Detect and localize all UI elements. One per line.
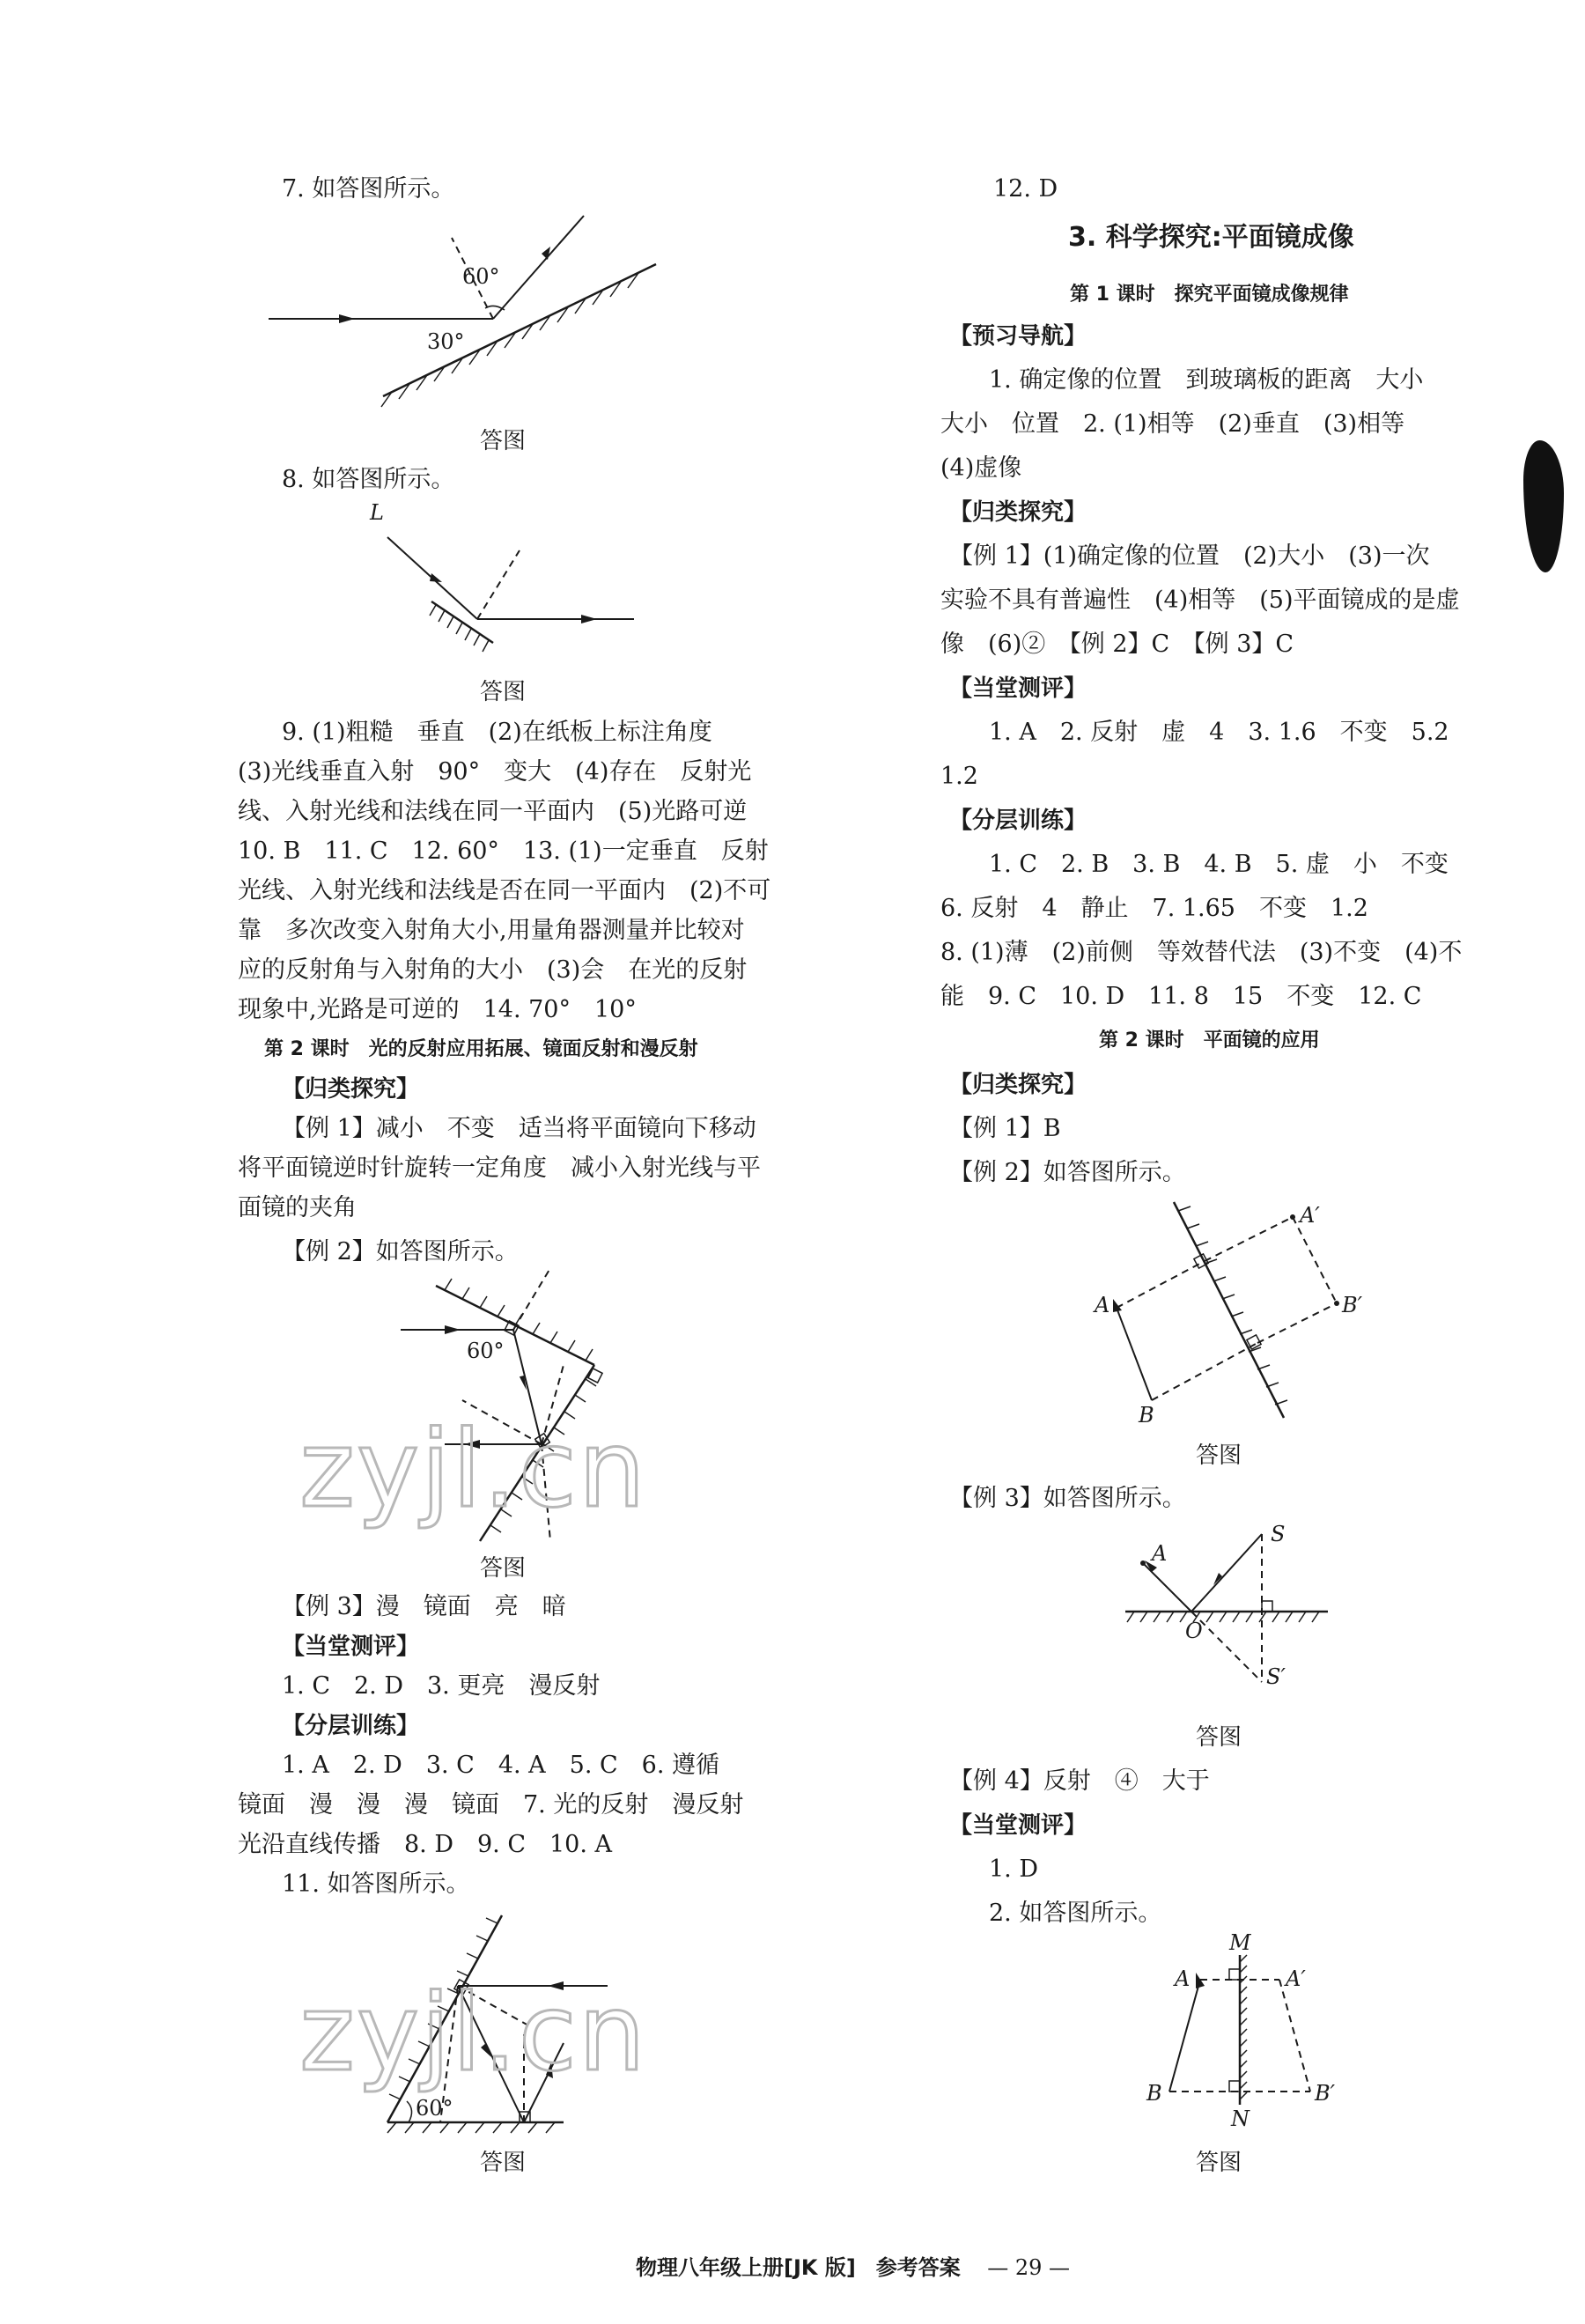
left-ex2-angle: 60° — [467, 1339, 505, 1363]
q7-text: 7. 如答图所示。 — [282, 175, 455, 203]
right-dangtang-line-2: 1.2 — [940, 763, 978, 790]
left-lesson2-title: 第 2 课时 光的反射应用拓展、镜面反射和漫反射 — [264, 1038, 698, 1060]
right-d2-caption: 答图 — [1196, 2150, 1242, 2176]
fig3-label-a: A — [1152, 1541, 1168, 1566]
ink-blot — [1523, 440, 1564, 572]
fig4-label-b-prime: B′ — [1315, 2081, 1336, 2106]
fig2-label-a: A — [1095, 1293, 1110, 1317]
q9-line-3: 线、入射光线和法线在同一平面内 (5)光路可逆 — [238, 798, 748, 825]
left-ex1-line-2: 将平面镜逆时针旋转一定角度 减小入射光线与平 — [238, 1155, 761, 1182]
left-fenceng-heading: 【分层训练】 — [282, 1713, 420, 1739]
q9-line-8: 现象中,光路是可逆的 14. 70° 10° — [238, 996, 637, 1023]
q9-line-6: 靠 多次改变入射角大小,用量角器测量并比较对 — [238, 917, 745, 944]
yuxi-line-2: 大小 位置 2. (1)相等 (2)垂直 (3)相等 — [940, 410, 1405, 438]
yuxi-line-1: 1. 确定像的位置 到玻璃板的距离 大小 — [989, 366, 1424, 394]
right-ex2-figure — [1090, 1189, 1381, 1427]
right-fenceng-line-2: 6. 反射 4 静止 7. 1.65 不变 1.2 — [940, 895, 1368, 922]
left-dangtang-heading: 【当堂测评】 — [282, 1634, 420, 1660]
left-ex2-caption: 答图 — [480, 1555, 527, 1582]
q7-caption: 答图 — [480, 428, 527, 454]
q8-caption: 答图 — [480, 679, 527, 705]
left-dangtang-answers: 1. C 2. D 3. 更亮 漫反射 — [282, 1672, 601, 1700]
right-dangtang-heading: 【当堂测评】 — [949, 675, 1087, 702]
q9-line-1: 9. (1)粗糙 垂直 (2)在纸板上标注角度 — [282, 719, 712, 746]
left-ex3: 【例 3】漫 镜面 亮 暗 — [282, 1593, 566, 1620]
page-footer — [636, 2250, 1070, 2281]
right-fenceng-line-1: 1. C 2. B 3. B 4. B 5. 虚 小 不变 — [989, 851, 1449, 878]
fig2-label-b: B — [1139, 1403, 1154, 1428]
fig3-label-o: O — [1185, 1619, 1203, 1643]
q8-text: 8. 如答图所示。 — [282, 466, 455, 493]
watermark-2: zyjl.cn — [299, 1973, 647, 2095]
q7-angle-top: 60° — [462, 264, 500, 289]
fig3-label-s-prime: S′ — [1266, 1664, 1286, 1689]
left-fenceng-line-2: 镜面 漫 漫 漫 镜面 7. 光的反射 漫反射 — [238, 1791, 744, 1819]
q9-line-4: 10. B 11. C 12. 60° 13. (1)一定垂直 反射 — [238, 837, 769, 865]
q11-angle: 60° — [416, 2096, 453, 2121]
left-fenceng-line-1: 1. A 2. D 3. C 4. A 5. C 6. 遵循 — [282, 1752, 720, 1779]
q11-caption: 答图 — [480, 2150, 527, 2176]
right-fenceng-heading: 【分层训练】 — [949, 808, 1087, 834]
left-ex1-line-3: 面镜的夹角 — [238, 1194, 357, 1221]
fig2-label-a-prime: A′ — [1300, 1203, 1320, 1228]
fig3-label-s: S — [1271, 1522, 1286, 1546]
q12-text: 12. D — [993, 175, 1058, 203]
right-ex-line-1: 【例 1】(1)确定像的位置 (2)大小 (3)一次 — [949, 542, 1430, 570]
right-ex2: 【例 2】如答图所示。 — [949, 1159, 1186, 1186]
left-fenceng-line-3: 光沿直线传播 8. D 9. C 10. A — [238, 1831, 613, 1858]
q8-figure — [370, 498, 643, 674]
lesson1-title: 第 1 课时 探究平面镜成像规律 — [1070, 284, 1349, 306]
footer-book: 物理八年级上册[JK 版] — [636, 2255, 856, 2280]
right-fenceng-line-3: 8. (1)薄 (2)前侧 等效替代法 (3)不变 (4)不 — [940, 939, 1463, 966]
q9-line-7: 应的反射角与入射角的大小 (3)会 在光的反射 — [238, 956, 748, 984]
q7-figure — [374, 211, 665, 414]
right-dangtang-line-1: 1. A 2. 反射 虚 4 3. 1.6 不变 5.2 — [989, 719, 1449, 746]
right-ex2-caption: 答图 — [1196, 1442, 1242, 1469]
right-d2-figure — [1134, 1930, 1345, 2131]
q7-angle-bottom: 30° — [427, 329, 465, 354]
right-fenceng-line-4: 能 9. C 10. D 11. 8 15 不变 12. C — [940, 983, 1422, 1010]
fig4-label-n: N — [1231, 2106, 1250, 2131]
footer-section: 参考答案 — [875, 2255, 961, 2280]
right-d1: 1. D — [989, 1856, 1038, 1883]
right-ex1: 【例 1】B — [949, 1115, 1061, 1142]
q9-line-5: 光线、入射光线和法线是否在同一平面内 (2)不可 — [238, 877, 771, 904]
left-ex2: 【例 2】如答图所示。 — [282, 1238, 519, 1265]
fig4-label-a-prime: A′ — [1286, 1966, 1306, 1991]
section-title: 3. 科学探究:平面镜成像 — [1068, 222, 1354, 253]
fig4-label-a: A — [1175, 1966, 1191, 1991]
right-guilei2-heading: 【归类探究】 — [949, 1072, 1087, 1098]
yuxi-heading: 【预习导航】 — [949, 323, 1087, 350]
right-d2: 2. 如答图所示。 — [989, 1900, 1162, 1927]
left-guilei-heading: 【归类探究】 — [282, 1076, 420, 1103]
right-ex-line-2: 实验不具有普遍性 (4)相等 (5)平面镜成的是虚 — [940, 587, 1460, 614]
right-ex3-figure — [1125, 1524, 1345, 1691]
right-ex4: 【例 4】反射 ④ 大于 — [949, 1767, 1210, 1795]
right-ex-line-3: 像 (6)② 【例 2】C 【例 3】C — [940, 631, 1294, 658]
watermark: zyjl.cn — [299, 1409, 647, 1531]
q9-line-2: (3)光线垂直入射 90° 变大 (4)存在 反射光 — [238, 758, 752, 786]
right-lesson2-title: 第 2 课时 平面镜的应用 — [1099, 1029, 1320, 1051]
page-number: — 29 — — [987, 2255, 1071, 2280]
fig4-label-m: M — [1229, 1930, 1251, 1955]
right-dangtang2-heading: 【当堂测评】 — [949, 1812, 1087, 1839]
yuxi-line-3: (4)虚像 — [940, 454, 1022, 482]
right-ex3-caption: 答图 — [1196, 1724, 1242, 1751]
right-ex3: 【例 3】如答图所示。 — [949, 1485, 1186, 1512]
q11-text: 11. 如答图所示。 — [282, 1870, 470, 1898]
left-ex1-line-1: 【例 1】减小 不变 适当将平面镜向下移动 — [282, 1115, 756, 1142]
fig2-label-b-prime: B′ — [1342, 1293, 1363, 1317]
right-guilei-heading: 【归类探究】 — [949, 499, 1087, 526]
fig4-label-b: B — [1146, 2081, 1162, 2106]
q8-label: L — [370, 500, 384, 525]
